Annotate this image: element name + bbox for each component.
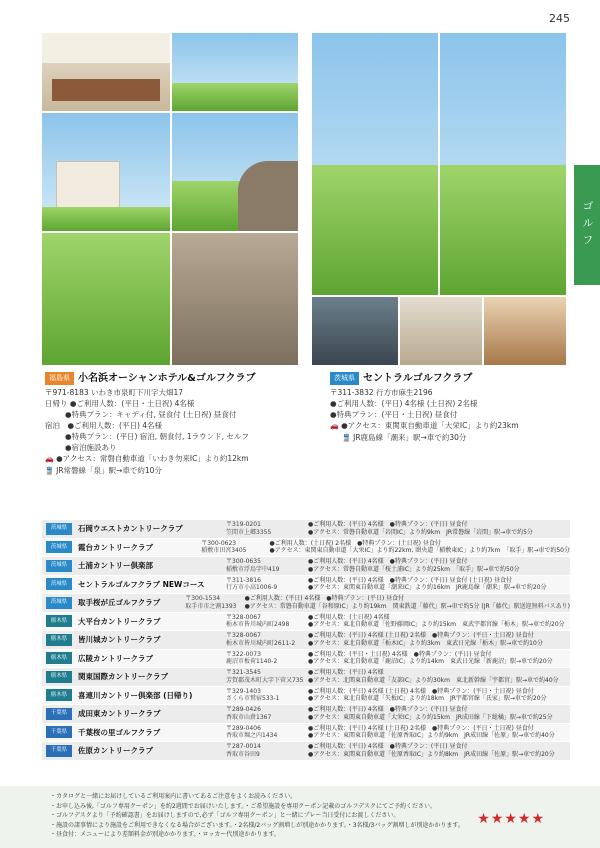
info-line: ●特典プラン：(平日) 宿泊, 朝食付, 1ラウンド, セルフ (65, 432, 249, 441)
pref-badge: 栃木県 (46, 689, 72, 701)
table-row (42, 705, 570, 724)
note-line: ・ゴルフデスクより「予約確認書」をお届けしますので,必ず「ゴルフ専用クーポン」と一緒にプレー当日受付にお渡しください。 (50, 812, 400, 819)
club-access: ●アクセス：東関東自動車道「佐原香取IC」より約9km JR成田線「佐原」駅→車で約40分 (308, 732, 555, 740)
pref-badge: 千葉県 (46, 745, 72, 757)
info-line: 宿泊 ●ご利用人数：(平日) 4名様 (45, 421, 163, 430)
club-address (226, 706, 308, 721)
photo-clubhouse-1 (312, 297, 398, 365)
club-address (185, 595, 244, 610)
pref-badge: 茨城県 (46, 560, 72, 572)
club-city: 行方市小高1006-9 (226, 584, 278, 592)
info-line: 日帰り ●ご利用人数：(平日・土日祝) 4名様 (45, 399, 195, 408)
club-name: 佐原カントリークラブ (78, 746, 153, 755)
club-usage: ●ご利用人数：(平日) 4名様 (土日祝) 2名様 ●特典プラン：(平日・土日祝) 昼食付 (308, 724, 534, 732)
club-access: ●アクセス：東関東自動車道「潮来IC」より約16km JR鹿島線「潮来」駅→車で約20分 (308, 584, 547, 592)
photo-fairway (42, 233, 170, 365)
access-road: ●アクセス：常磐自動車道「いわき勿来IC」より約12km (56, 454, 249, 463)
club-zip: 〒311-3816 (226, 576, 261, 584)
table-row (42, 539, 570, 558)
club-details (269, 540, 570, 555)
club-address (226, 725, 308, 740)
pref-badge: 茨城県 (330, 372, 359, 385)
club-zip: 〒287-0014 (226, 743, 261, 751)
photo-hotel-restaurant (42, 33, 170, 111)
club-name: 関東国際カントリークラブ (78, 672, 168, 681)
club-usage: ●ご利用人数：(平日) 4名様 ●特典プラン：(平日) 昼食付 (308, 558, 468, 566)
access-road: ●アクセス：東関東自動車道「大栄IC」より約23km (341, 421, 519, 430)
club-details (308, 743, 570, 758)
rating-stars: ★★★★★ (477, 811, 545, 827)
car-icon: 🚗 (330, 422, 339, 430)
club-name: セントラルゴルフクラブ NEWコース (78, 579, 205, 589)
club-city: 稲敷市浮島字中419 (226, 565, 280, 573)
club-zip: 〒289-0406 (226, 724, 261, 732)
club-zip: 〒289-0426 (226, 706, 261, 714)
club-usage: ●ご利用人数：(平日) 4名様 ●特典プラン：(平日) 昼食付 (308, 706, 468, 714)
club-zip: 〒300-0635 (226, 558, 261, 566)
table-row (42, 631, 570, 650)
club-details (308, 688, 570, 703)
club-zip: 〒328-0067 (226, 632, 261, 640)
train-icon: 🚆 (45, 467, 54, 475)
club-address (226, 632, 308, 647)
train-icon: 🚆 (342, 434, 351, 442)
club-access: ●アクセス：北関東自動車道「友部IC」より約30km 東北新幹線「宇都宮」駅→車で約40分 (308, 676, 559, 684)
table-row (42, 742, 570, 761)
page-number: 245 (549, 12, 570, 25)
club-zip: 〒321-3545 (226, 669, 261, 677)
club-usage: ●ご利用人数：(平日) 4名様 ●特典プラン：(平日) 昼食付 (308, 521, 468, 529)
photo-golf-rocks (172, 113, 298, 231)
access-rail: JR常磐線「泉」駅→車で約10分 (56, 466, 162, 475)
club-name: 成田東カントリークラブ (78, 709, 161, 718)
club-city: 取手市市之割1393 (185, 602, 237, 610)
club-address (226, 577, 308, 592)
club-details (308, 521, 570, 536)
club-name: 広陵カントリークラブ (78, 653, 153, 663)
pref-badge: 千葉県 (46, 708, 72, 720)
photo-hotel-exterior (42, 113, 170, 231)
club-access: ●アクセス：東関東自動車道「大栄IC」より約22km, 圏央道「稲敷東IC」より約7km 「取手」駅→車で約50分 (269, 547, 570, 555)
club-details (308, 725, 570, 740)
club-details (308, 651, 570, 666)
club-address (226, 651, 308, 666)
club-name: 石岡ウエストカントリークラブ (78, 524, 183, 533)
table-row (42, 520, 570, 539)
club-city: 香取市堀之内1434 (226, 732, 278, 740)
car-icon: 🚗 (45, 455, 54, 463)
club-zip: 〒300-0623 (201, 539, 237, 547)
club-details (245, 595, 570, 610)
pref-badge: 茨城県 (46, 597, 72, 609)
club-city: 栃木市皆川城内町2611-2 (226, 639, 296, 647)
club-address (226, 521, 308, 536)
note-line: ・施設の諸事情により施設をご利用できなくなる場合がございます。・2名様/2バッグ割増しが別途かかります。・3名様/3バッグ割増しが別途かかります。 (50, 821, 464, 829)
pref-badge: 茨城県 (46, 523, 72, 535)
club-name: 喜連川カントリー倶楽部 (日帰り) (78, 690, 193, 700)
club-details (308, 669, 570, 684)
info-line: ●特典プラン：キャディ付, 昼食付 (土日祝) 昼食付 (65, 410, 237, 419)
club-address: 〒971-8183 いわき市泉町下川字大畑17 (45, 388, 184, 397)
club-zip: 〒322-0073 (226, 650, 261, 658)
club-usage: ●ご利用人数：(平日) 4名様 ●特典プラン：(平日) 昼食付 (244, 595, 405, 603)
club-city: 香取市山倉1367 (226, 713, 272, 721)
table-row (42, 724, 570, 743)
note-line: ・昼食付：メニューにより差額料金が別途かかります。・ロッカー代別途かかります。 (50, 831, 280, 838)
club-access: ●アクセス：東関東自動車道「大栄IC」より約15km JR成田線「下総橘」駅→車で約25分 (308, 713, 553, 721)
club-city: 稲敷市田宮3405 (201, 547, 247, 555)
club-usage: ●ご利用人数：(平日) 4名様 (308, 669, 384, 677)
club-zip: 〒329-1403 (226, 687, 261, 695)
pref-badge: 茨城県 (46, 578, 72, 590)
club-city: 香取市谷田9 (226, 750, 260, 758)
table-row (42, 613, 570, 632)
club-access: ●アクセス：東北自動車道「矢板IC」より約18km JR宇都宮線「氏家」駅→車で約20分 (308, 695, 547, 703)
table-row (42, 650, 570, 669)
club-access: ●アクセス：東北自動車道「佐野藤岡IC」より約15km 東武宇都宮線「栃木」駅→車で約20分 (308, 621, 565, 629)
club-zip: 〒328-0067 (226, 613, 261, 621)
club-address: 〒311-3832 行方市麻生2196 (330, 388, 433, 397)
club-access: ●アクセス：常磐自動車道「岩間IC」より約9km JR常磐線「岩間」駅→車で約5分 (308, 528, 533, 536)
pref-badge: 千葉県 (46, 726, 72, 738)
club-name: 霞台カントリークラブ (78, 542, 153, 552)
club-city: さくら市鷲宿533-1 (226, 695, 280, 703)
club-access: ●アクセス：常磐自動車道「谷和原IC」より約19km 関東鉄道「藤代」駅→車で約5分 (JR「藤代」駅送迎無料バスあり) (244, 602, 570, 610)
club-name: 皆川城カントリークラブ (78, 635, 161, 644)
photo-clubhouse-2 (400, 297, 482, 365)
club-usage: ●ご利用人数：(平日) 4名様 ●特典プラン：(平日) 昼食付 (土日祝) 昼食付 (308, 576, 512, 584)
pref-badge: 栃木県 (46, 671, 72, 683)
club-details (308, 614, 570, 629)
club-access: ●アクセス：東関東自動車道「佐原香取IC」より約8km JR成田線「佐原」駅→車で約20分 (308, 750, 555, 758)
club-name: 千葉桜の里ゴルフクラブ (78, 727, 161, 737)
club-address (226, 558, 308, 573)
club-access: ●アクセス：東北自動車道「鹿沼IC」より約14km 東武日光線「新鹿沼」駅→車で約20分 (308, 658, 553, 666)
club-address (226, 669, 308, 684)
club-city: 芳賀郡茂木町大字下菅又735 (226, 676, 304, 684)
club-zip: 〒319-0201 (226, 521, 261, 529)
club-zip: 〒300-1534 (185, 595, 221, 603)
access-rail: JR鹿島線「潮来」駅→車で約30分 (353, 433, 467, 442)
club-name: 土浦カントリー倶楽部 (78, 561, 153, 570)
info-line: ●ご利用人数：(平日) 4名様 (土日祝) 2名様 (330, 399, 478, 408)
table-row (42, 594, 570, 613)
pref-badge: 栃木県 (46, 615, 72, 627)
club-name: 大平台カントリークラブ (78, 616, 161, 626)
club-details (308, 632, 570, 647)
pref-badge: 栃木県 (46, 652, 72, 664)
club-usage: ●ご利用人数：(土日祝) 4名様 (308, 613, 390, 621)
club-usage: ●ご利用人数：(平日) 4名様 (土日祝) 4名様 ●特典プラン：(平日・土日祝) 昼食付 (308, 687, 534, 695)
club-usage: ●ご利用人数：(平日・土日祝) 4名様 ●特典プラン：(平日) 昼食付 (308, 650, 492, 658)
club-access: ●アクセス：常磐自動車道「桜土浦IC」より約25km 「取手」駅→車で約50分 (308, 565, 520, 573)
club-usage: ●ご利用人数：(土日祝) 2名様 ●特典プラン：(土日祝) 昼食付 (269, 539, 441, 547)
info-line: ●宿泊施設あり (65, 443, 117, 452)
club-address (226, 743, 308, 758)
pref-badge: 茨城県 (46, 541, 72, 553)
table-row (42, 687, 570, 706)
table-row (42, 576, 570, 595)
club-name: 小名浜オーシャンホテル&ゴルフクラブ (78, 373, 256, 384)
club-name: 取手桜が丘ゴルフクラブ (78, 598, 161, 607)
pref-badge: 栃木県 (46, 634, 72, 646)
note-line: ・カタログと一緒にお届けしているご利用案内に書いてあるご注意をよくお読みください。 (50, 793, 297, 800)
club-details (308, 577, 570, 592)
photo-central-course-1 (312, 33, 438, 295)
club-usage: ●ご利用人数：(平日) 4名様 ●特典プラン：(平日) 昼食付 (308, 743, 468, 751)
club-details (308, 558, 570, 573)
photo-rock-garden (172, 233, 298, 365)
club-address (201, 540, 269, 555)
photo-clubhouse-3 (484, 297, 566, 365)
club-address (226, 688, 308, 703)
info-line: ●特典プラン：(平日・土日祝) 昼食付 (330, 410, 458, 419)
club-city: 笠間市上郷3355 (226, 528, 272, 536)
table-row (42, 557, 570, 576)
club-city: 栃木市皆川城内町2498 (226, 621, 290, 629)
photo-central-course-2 (440, 33, 566, 295)
club-address (226, 614, 308, 629)
club-list (42, 520, 570, 761)
photo-golf-seaside (172, 33, 298, 111)
table-row (42, 668, 570, 687)
category-tab[interactable]: ゴルフ (574, 165, 600, 285)
club-name: セントラルゴルフクラブ (363, 373, 473, 384)
club-details (308, 706, 570, 721)
pref-badge: 福島県 (45, 372, 74, 385)
club-usage: ●ご利用人数：(平日) 4名様 (土日祝) 2名様 ●特典プラン：(平日・土日祝) 昼食付 (308, 632, 534, 640)
feature-onahama (45, 372, 305, 477)
club-city: 鹿沼市板荷1140-2 (226, 658, 278, 666)
feature-central (330, 372, 570, 444)
club-access: ●アクセス：東北自動車道「栃木IC」より約3km 東武日光線「栃木」駅→車で約10分 (308, 639, 543, 647)
note-line: ・お申し込み後,「ゴルフ専用クーポン」を約2週間でお届けいたします。・ご希望施設を専用クーポン記載のゴルフデスクにてご予約ください。 (50, 802, 437, 810)
